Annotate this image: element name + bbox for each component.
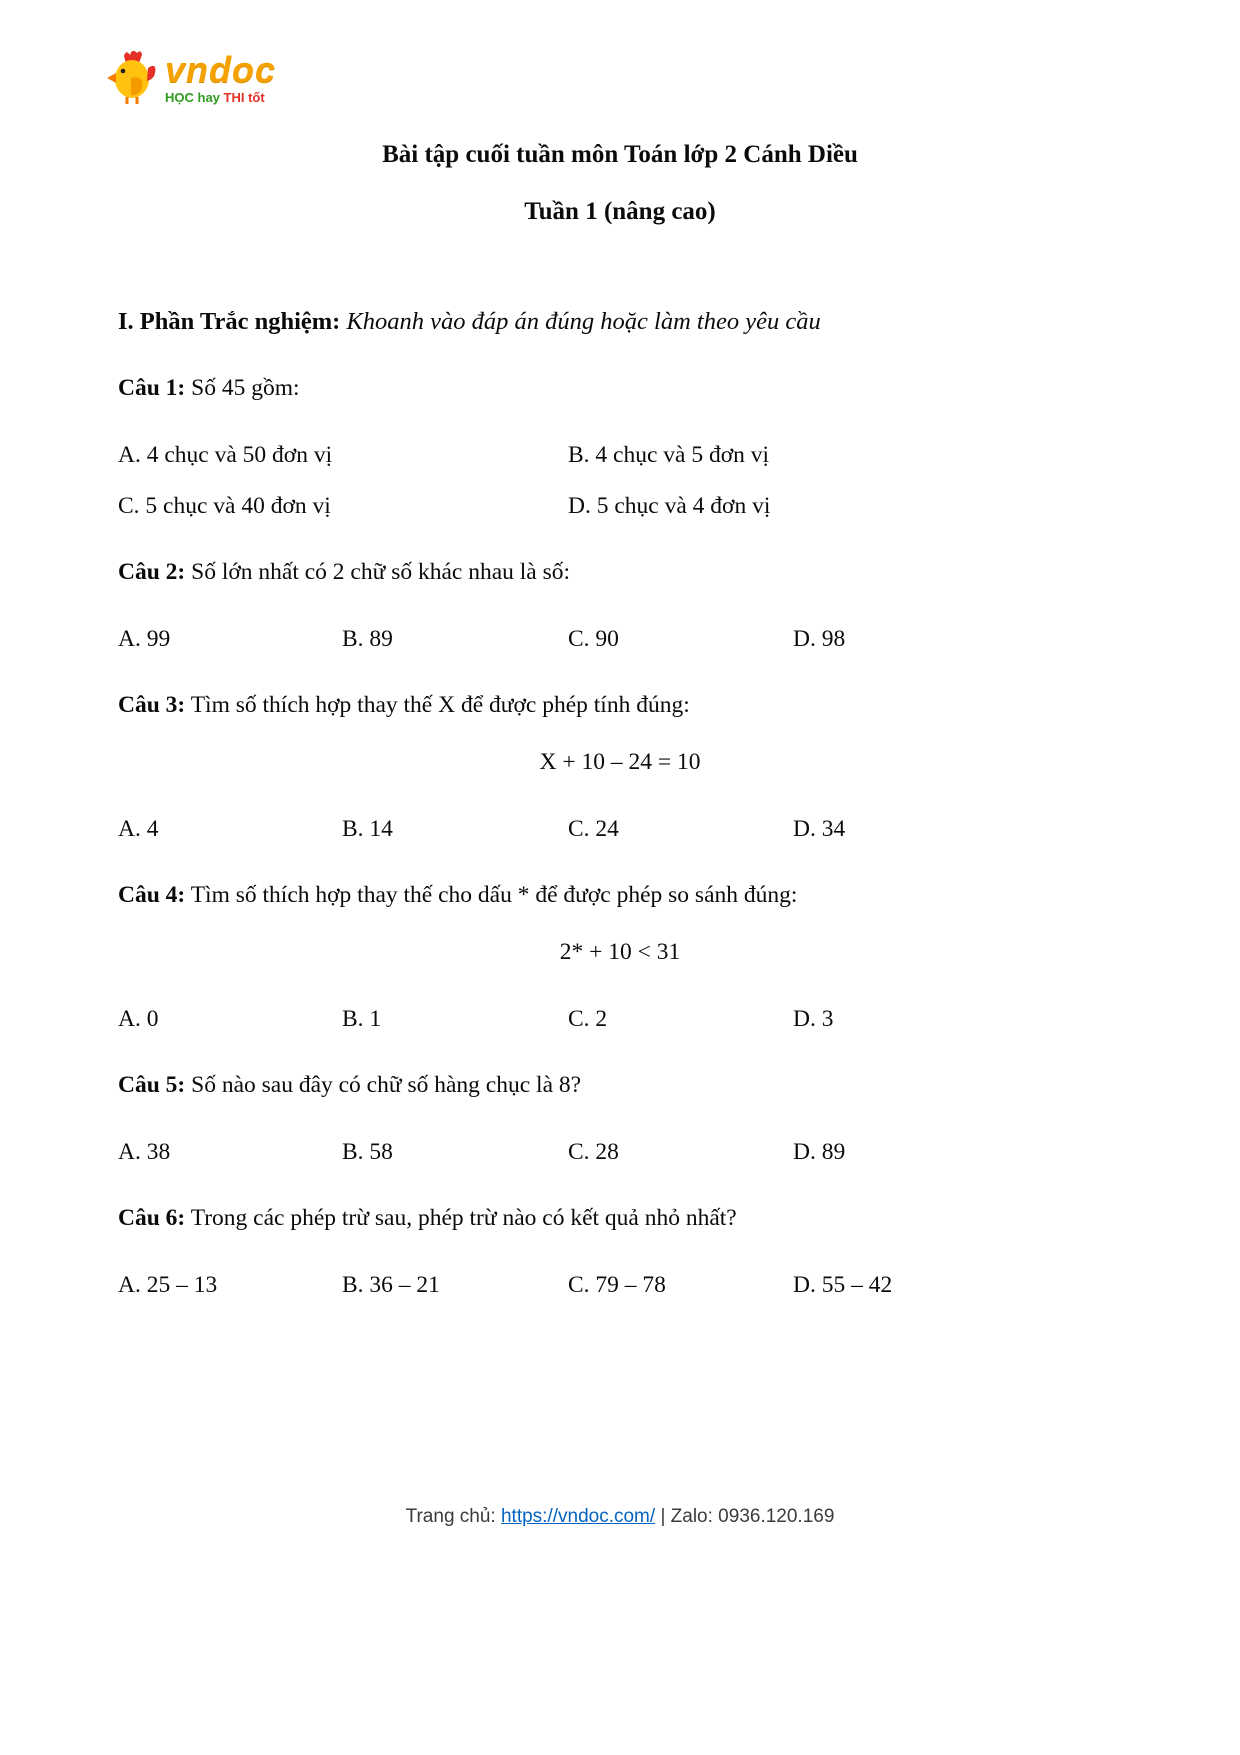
q5-option-c: C. 28: [568, 1139, 619, 1166]
question-6-options: [118, 1271, 1122, 1300]
q2-option-a: A. 99: [118, 626, 171, 653]
doc-subtitle: Tuần 1 (nâng cao): [524, 198, 716, 225]
question-4-equation: 2* + 10 < 31: [559, 939, 681, 965]
question-3-text: Tìm số thích hợp thay thế X để được phép tính đúng:: [190, 691, 690, 718]
question-5-options: [118, 1138, 1122, 1167]
question-1-line: [118, 374, 1122, 403]
q3-option-a: A. 4: [118, 816, 159, 843]
question-4: [118, 881, 1122, 1035]
q2-option-d: D. 98: [793, 626, 846, 653]
q5-option-b: B. 58: [342, 1139, 393, 1166]
question-4-line: [118, 881, 1122, 910]
question-2-label: Câu 2:: [118, 558, 186, 585]
vndoc-logo: [104, 46, 276, 106]
question-3-label: Câu 3:: [118, 691, 186, 718]
question-5-line: [118, 1071, 1122, 1100]
question-4-text: Tìm số thích hợp thay thế cho dấu * để được phép so sánh đúng:: [190, 881, 798, 908]
q3-option-d: D. 34: [793, 816, 846, 843]
tagline-green: HỌC hay: [165, 90, 224, 106]
q6-option-a: A. 25 – 13: [118, 1271, 218, 1298]
logo-text: [165, 49, 277, 106]
q1-option-b: B. 4 chục và 5 đơn vị: [568, 442, 770, 468]
chicken-mascot-icon: [104, 46, 160, 106]
question-3-options: [118, 815, 1122, 844]
homepage-link[interactable]: https://vndoc.com/: [500, 1506, 656, 1527]
section-heading: [118, 307, 1122, 338]
footer-suffix: | Zalo: 0936.120.169: [655, 1506, 835, 1527]
question-6-label: Câu 6:: [118, 1204, 186, 1231]
question-4-label: Câu 4:: [118, 881, 186, 908]
q5-option-d: D. 89: [793, 1139, 846, 1166]
question-2-line: [118, 558, 1122, 587]
q2-option-b: B. 89: [342, 626, 393, 653]
question-1: [118, 374, 1122, 522]
question-1-text: Số 45 gồm:: [191, 374, 300, 401]
q1-option-d: D. 5 chục và 4 đơn vị: [568, 493, 771, 520]
section-instruction: Khoanh vào đáp án đúng hoặc làm theo yêu cầu: [346, 308, 821, 335]
brand-tagline: [165, 90, 276, 105]
question-1-label: Câu 1:: [118, 374, 186, 401]
q3-option-b: B. 14: [342, 816, 393, 843]
footer-prefix: Trang chủ:: [405, 1506, 501, 1527]
q4-option-d: D. 3: [793, 1006, 834, 1033]
question-3-line: [118, 691, 1122, 720]
question-5-label: Câu 5:: [118, 1071, 186, 1098]
question-2: [118, 558, 1122, 655]
q4-option-c: C. 2: [568, 1006, 608, 1033]
q6-option-b: B. 36 – 21: [342, 1271, 440, 1298]
question-1-options: [118, 441, 1122, 522]
tagline-red: THI tốt: [223, 90, 265, 106]
q4-option-a: A. 0: [118, 1006, 159, 1033]
q6-option-d: D. 55 – 42: [793, 1271, 893, 1298]
page-footer: [0, 1506, 1240, 1528]
brand-wordmark: vndoc: [165, 49, 277, 90]
question-3-equation: X + 10 – 24 = 10: [539, 748, 701, 775]
q6-option-c: C. 79 – 78: [568, 1271, 666, 1298]
question-6-line: [118, 1204, 1122, 1233]
q3-option-c: C. 24: [568, 816, 619, 843]
question-2-options: [118, 625, 1122, 654]
question-5: [118, 1071, 1122, 1168]
q1-option-a: A. 4 chục và 50 đơn vị: [118, 442, 333, 468]
question-5-text: Số nào sau đây có chữ số hàng chục là 8?: [191, 1071, 582, 1098]
question-4-options: [118, 1005, 1122, 1034]
q4-option-b: B. 1: [342, 1006, 382, 1033]
section-label: I. Phần Trắc nghiệm:: [118, 308, 341, 335]
q1-option-c: C. 5 chục và 40 đơn vị: [118, 493, 331, 520]
q5-option-a: A. 38: [118, 1139, 171, 1166]
doc-title: Bài tập cuối tuần môn Toán lớp 2 Cánh Diều: [382, 141, 858, 168]
question-6-text: Trong các phép trừ sau, phép trừ nào có kết quả nhỏ nhất?: [190, 1204, 737, 1231]
question-3: [118, 691, 1122, 845]
q2-option-c: C. 90: [568, 626, 619, 653]
question-6: [118, 1204, 1122, 1301]
question-2-text: Số lớn nhất có 2 chữ số khác nhau là số:: [191, 558, 571, 585]
